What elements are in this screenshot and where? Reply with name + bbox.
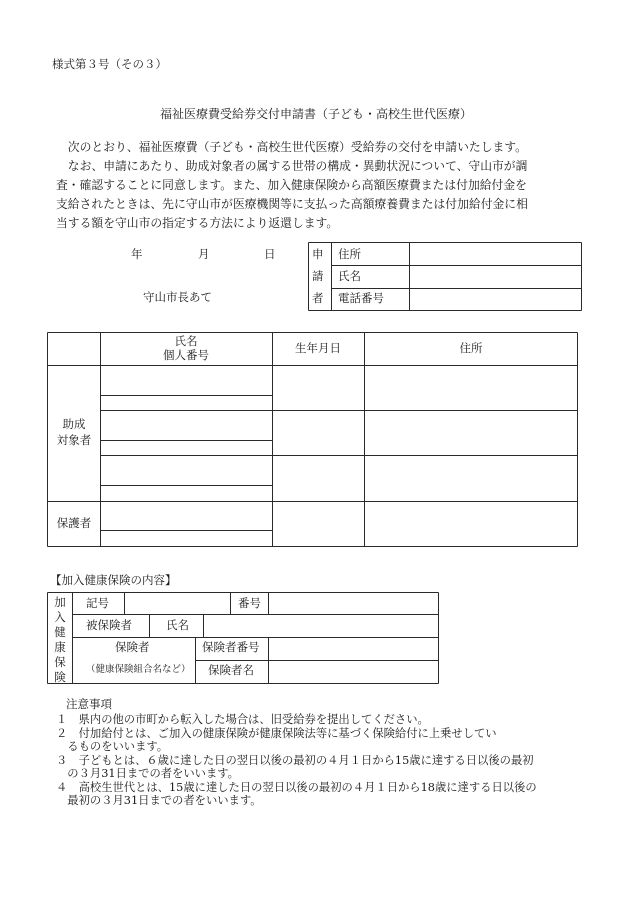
insured-name-label: 氏名: [166, 618, 189, 632]
note-line: ４ 高校生世代とは、15歳に達した日の翌日以後の最初の４月１日から18歳に達する日以後の: [56, 780, 537, 794]
notes-heading: 注意事項: [66, 697, 112, 711]
intro-line: 次のとおり、福祉医療費（子ども・高校生世代医療）受給券の交付を申請いたします。: [56, 140, 527, 154]
guardian-row-label: 保護者: [56, 516, 92, 530]
insurance-symbol-label: 記号: [86, 596, 109, 610]
insurance-side-char: 加: [54, 595, 66, 609]
insurance-section-title: 【加入健康保険の内容】: [50, 573, 177, 587]
form-number: 様式第３号（その３）: [52, 57, 167, 71]
form-title: 福祉医療費受給券交付申請書（子ども・高校生世代医療）: [160, 107, 473, 121]
insurance-side-char: 険: [54, 670, 66, 684]
insurance-side-char: 健: [54, 625, 66, 639]
note-line: １ 県内の他の市町から転入した場合は、旧受給券を提出してください。: [56, 713, 429, 726]
applicant-phone-label: 電話番号: [338, 291, 384, 305]
addressee: 守山市長あて: [143, 290, 212, 304]
column-header-name: 氏名: [174, 334, 198, 348]
insurer-number-label: 保険者番号: [202, 640, 260, 654]
note-line: の３月31日までの者をいいます。: [56, 767, 239, 780]
applicant-name-label: 氏名: [338, 269, 361, 283]
intro-line: なお、申請にあたり、助成対象者の属する世帯の構成・異動状況について、守山市が調: [56, 159, 528, 173]
subjects-row-label: 助成: [62, 417, 86, 431]
note-line: 最初の３月31日までの者をいいます。: [56, 794, 262, 807]
applicant-address-label: 住所: [338, 247, 361, 261]
applicant-side-label-3: 者: [312, 291, 324, 305]
applicant-side-label-2: 請: [312, 269, 324, 283]
date-month-label: 月: [198, 247, 210, 261]
column-header-address: 住所: [459, 341, 483, 355]
insurer-name-label: 保険者名: [208, 663, 254, 677]
insurer-note: （健康保険組合名など）: [86, 664, 191, 675]
note-line: ３ 子どもとは、６歳に達した日の翌日以後の最初の４月１日から15歳に達する日以後の最初: [56, 753, 534, 767]
insured-person-label: 被保険者: [86, 618, 132, 632]
applicant-side-label-1: 申: [312, 247, 324, 261]
subjects-row-label-2: 対象者: [56, 433, 92, 447]
insurance-number-label: 番号: [238, 596, 261, 610]
column-header-birthdate: 生年月日: [295, 341, 341, 355]
intro-line: 査・確認することに同意します。また、加入健康保険から高額医療費または付加給付金を: [56, 178, 527, 192]
intro-paragraph: [56, 142, 528, 237]
note-line: ２ 付加給付とは、ご加入の健康保険が健康保険法等に基づく保険給付に上乗せしてい: [56, 726, 497, 740]
insurer-label: 保険者: [115, 640, 150, 654]
intro-line: 支給されたときは、先に守山市が医療機関等に支払った高額療養費または付加給付金に相: [56, 197, 528, 211]
insurance-side-char: 康: [54, 640, 66, 654]
notes-list: [56, 714, 537, 809]
note-line: るものをいいます。: [56, 740, 169, 753]
insurance-side-label: [53, 597, 67, 687]
intro-line: 当する額を守山市の指定する方法により返還します。: [56, 216, 339, 230]
date-day-label: 日: [264, 247, 276, 261]
column-header-id-number: 個人番号: [163, 348, 209, 362]
insurance-side-char: 入: [54, 610, 66, 624]
date-year-label: 年: [131, 247, 143, 261]
insurance-side-char: 保: [54, 655, 66, 669]
